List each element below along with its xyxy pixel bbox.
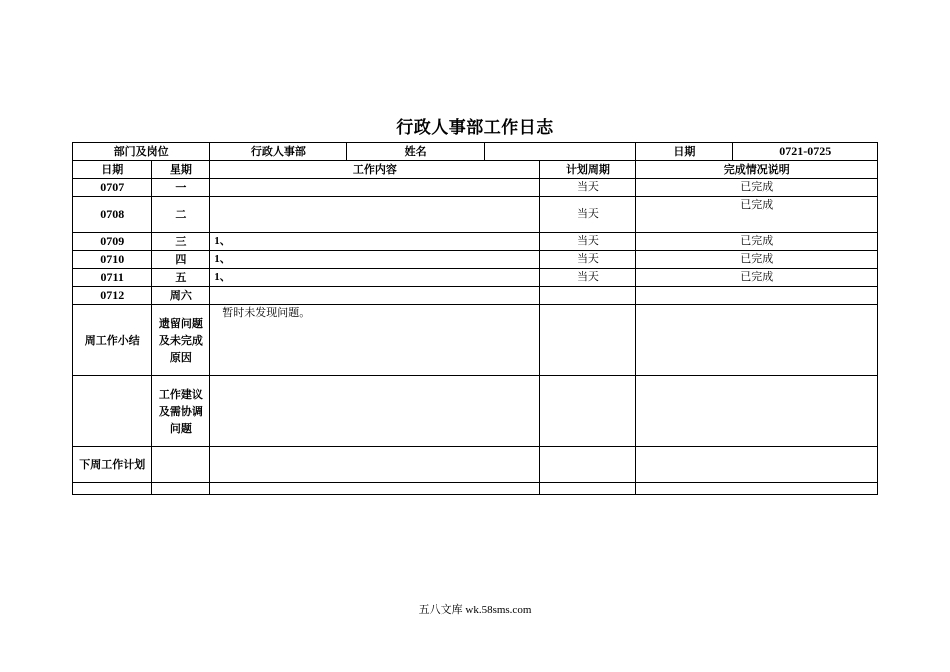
row-content: 1、 <box>210 251 540 269</box>
next-week-weekday-cell <box>152 447 210 483</box>
name-value <box>484 143 636 161</box>
issues-status-cell <box>636 305 878 376</box>
row-date: 0712 <box>73 287 152 305</box>
date-value: 0721-0725 <box>733 143 878 161</box>
row-weekday: 周六 <box>152 287 210 305</box>
suggest-label: 工作建议及需协调问题 <box>152 376 210 447</box>
row-weekday: 四 <box>152 251 210 269</box>
table-row <box>73 287 878 305</box>
row-content <box>210 179 540 197</box>
row-content: 1、 <box>210 233 540 251</box>
summary-issues-row <box>73 305 878 376</box>
issues-period-cell <box>540 305 636 376</box>
row-content <box>210 287 540 305</box>
table-row <box>73 251 878 269</box>
empty-cell <box>210 483 540 495</box>
summary-suggest-row <box>73 376 878 447</box>
row-weekday: 三 <box>152 233 210 251</box>
row-weekday: 五 <box>152 269 210 287</box>
row-date: 0711 <box>73 269 152 287</box>
work-log-table <box>72 142 878 495</box>
suggest-period-cell <box>540 376 636 447</box>
table-row <box>73 233 878 251</box>
row-weekday: 一 <box>152 179 210 197</box>
row-status: 已完成 <box>636 197 878 233</box>
summary-label: 周工作小结 <box>73 305 152 376</box>
empty-cell <box>636 483 878 495</box>
name-label: 姓名 <box>347 143 484 161</box>
row-status: 已完成 <box>636 251 878 269</box>
col-period: 计划周期 <box>540 161 636 179</box>
row-date: 0708 <box>73 197 152 233</box>
row-content <box>210 197 540 233</box>
row-weekday: 二 <box>152 197 210 233</box>
next-week-period-cell <box>540 447 636 483</box>
next-week-label: 下周工作计划 <box>73 447 152 483</box>
row-date: 0709 <box>73 233 152 251</box>
table-row <box>73 197 878 233</box>
suggest-status-cell <box>636 376 878 447</box>
row-content: 1、 <box>210 269 540 287</box>
date-label: 日期 <box>636 143 733 161</box>
row-period: 当天 <box>540 197 636 233</box>
page-title: 行政人事部工作日志 <box>396 118 554 138</box>
table-row <box>73 269 878 287</box>
col-date: 日期 <box>73 161 152 179</box>
row-date: 0707 <box>73 179 152 197</box>
row-status <box>636 287 878 305</box>
suggest-content-cell <box>210 376 540 447</box>
empty-row <box>73 483 878 495</box>
next-week-row <box>73 447 878 483</box>
column-header-row <box>73 161 878 179</box>
row-period: 当天 <box>540 179 636 197</box>
table-row <box>73 179 878 197</box>
dept-label: 部门及岗位 <box>73 143 210 161</box>
col-weekday: 星期 <box>152 161 210 179</box>
row-status: 已完成 <box>636 233 878 251</box>
col-content: 工作内容 <box>210 161 540 179</box>
next-week-content-cell <box>210 447 540 483</box>
dept-value: 行政人事部 <box>210 143 347 161</box>
empty-cell <box>540 483 636 495</box>
row-period: 当天 <box>540 251 636 269</box>
row-period: 当天 <box>540 233 636 251</box>
footer-source: 五八文库 wk.58sms.com <box>418 604 532 616</box>
row-period: 当天 <box>540 269 636 287</box>
col-status: 完成情况说明 <box>636 161 878 179</box>
empty-cell <box>152 483 210 495</box>
issues-text: 暂时未发现问题。 <box>210 305 540 376</box>
row-status: 已完成 <box>636 269 878 287</box>
issues-label: 遗留问题及未完成原因 <box>152 305 210 376</box>
next-week-status-cell <box>636 447 878 483</box>
row-period <box>540 287 636 305</box>
row-status: 已完成 <box>636 179 878 197</box>
suggest-empty-cell <box>73 376 152 447</box>
row-date: 0710 <box>73 251 152 269</box>
empty-cell <box>73 483 152 495</box>
header-info-row <box>73 143 878 161</box>
